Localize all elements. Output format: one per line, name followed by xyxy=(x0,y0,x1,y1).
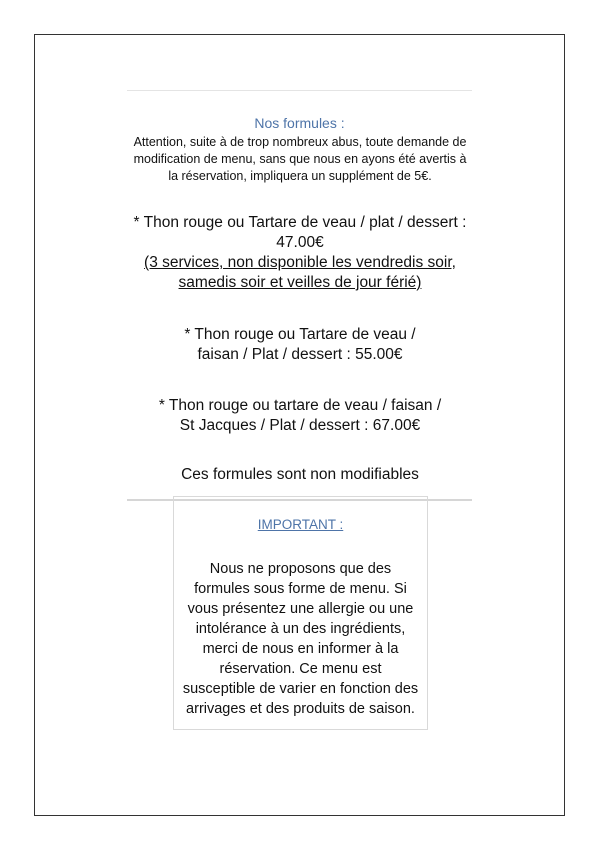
important-box xyxy=(173,496,428,730)
important-title: IMPORTANT : xyxy=(257,517,344,532)
formula-3-line-1: * Thon rouge ou tartare de veau / faisan / xyxy=(158,397,442,414)
formula-3-line-2: St Jacques / Plat / dessert : 67.00€ xyxy=(179,417,421,434)
formula-2-line-2: faisan / Plat / dessert : 55.00€ xyxy=(197,346,403,363)
formula-3 xyxy=(117,396,483,436)
formula-1-note: (3 services, non disponible les vendredis soir, samedis soir et veilles de jour férié) xyxy=(144,254,456,291)
formula-2-line-1: * Thon rouge ou Tartare de veau / xyxy=(184,326,416,343)
top-divider xyxy=(127,90,472,91)
formula-1-line-1: * Thon rouge ou Tartare de veau / plat / dessert : xyxy=(133,214,467,231)
formula-1 xyxy=(117,213,483,293)
no-modification-note: Ces formules sont non modifiables xyxy=(181,466,419,483)
formulas-heading: Nos formules : xyxy=(254,115,345,131)
important-text: Nous ne proposons que des formules sous forme de menu. Si vous présentez une allergie ou une intolérance à un des ingrédients, merci de nous en informer à la réservation. Ce menu est susceptible de varier en fonction des arrivages et des produits de saison. xyxy=(182,561,419,717)
formula-1-price: 47.00€ xyxy=(276,234,324,251)
formula-2 xyxy=(117,325,483,365)
modification-notice: Attention, suite à de trop nombreux abus, toute demande de modification de menu, sans que nous en ayons été avertis à la réservation, impliquera un supplément de 5€. xyxy=(133,135,467,183)
document-page xyxy=(34,34,565,816)
